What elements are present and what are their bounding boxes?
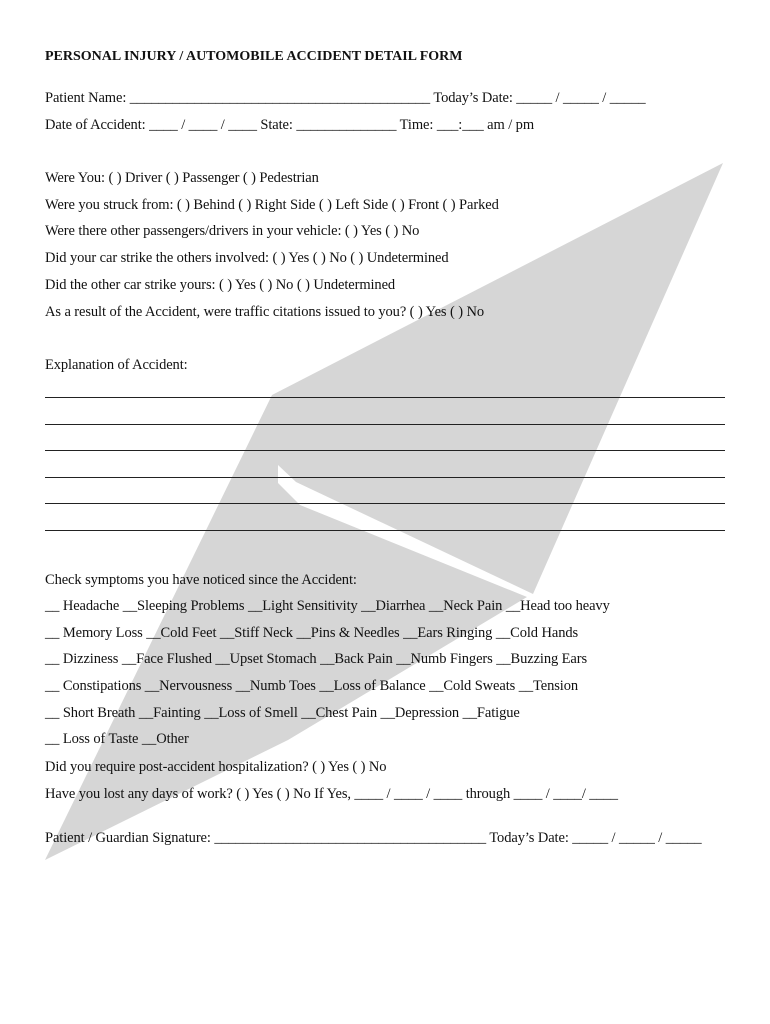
explanation-label: Explanation of Accident: [45,357,188,373]
symptoms-row: __ Memory Loss __Cold Feet __Stiff Neck __Pins & Needles __Ears Ringing __Cold Hands [45,625,579,641]
other-passengers-question: Were there other passengers/drivers in your vehicle: ( ) Yes ( ) No [45,223,420,239]
date-of-accident-line: Date of Accident: ____ / ____ / ____ State: ______________ Time: ___:___ am / pm [45,117,535,133]
signature-line: Patient / Guardian Signature: ______________________________________ Today’s Date: _____ / _____ / _____ [45,830,702,846]
explanation-line [45,424,725,425]
explanation-line [45,477,725,478]
explanation-line [45,530,725,531]
symptoms-row: __ Constipations __Nervousness __Numb Toes __Loss of Balance __Cold Sweats __Tension [45,678,579,694]
days-of-work-question: Have you lost any days of work? ( ) Yes ( ) No If Yes, ____ / ____ / ____ through ____ / ____/ ____ [45,786,618,802]
struck-from-question: Were you struck from: ( ) Behind ( ) Right Side ( ) Left Side ( ) Front ( ) Parked [45,197,499,213]
hospitalization-question: Did you require post-accident hospitalization? ( ) Yes ( ) No [45,759,387,775]
other-car-strike-question: Did the other car strike yours: ( ) Yes ( ) No ( ) Undetermined [45,277,396,293]
were-you-question: Were You: ( ) Driver ( ) Passenger ( ) Pedestrian [45,170,319,186]
citations-question: As a result of the Accident, were traffic citations issued to you? ( ) Yes ( ) No [45,304,485,320]
form-title: PERSONAL INJURY / AUTOMOBILE ACCIDENT DETAIL FORM [45,49,463,64]
symptoms-row: __ Headache __Sleeping Problems __Light Sensitivity __Diarrhea __Neck Pain __Head too heavy [45,598,610,614]
symptoms-label: Check symptoms you have noticed since the Accident: [45,572,357,588]
your-car-strike-question: Did your car strike the others involved: ( ) Yes ( ) No ( ) Undetermined [45,250,449,266]
symptoms-row: __ Loss of Taste __Other [45,731,189,747]
patient-name-line: Patient Name: __________________________________________ Today’s Date: _____ / _____ / _____ [45,90,646,106]
explanation-line [45,450,725,451]
explanation-line [45,397,725,398]
symptoms-row: __ Short Breath __Fainting __Loss of Smell __Chest Pain __Depression __Fatigue [45,705,520,721]
symptoms-row: __ Dizziness __Face Flushed __Upset Stomach __Back Pain __Numb Fingers __Buzzing Ears [45,651,588,667]
explanation-line [45,503,725,504]
